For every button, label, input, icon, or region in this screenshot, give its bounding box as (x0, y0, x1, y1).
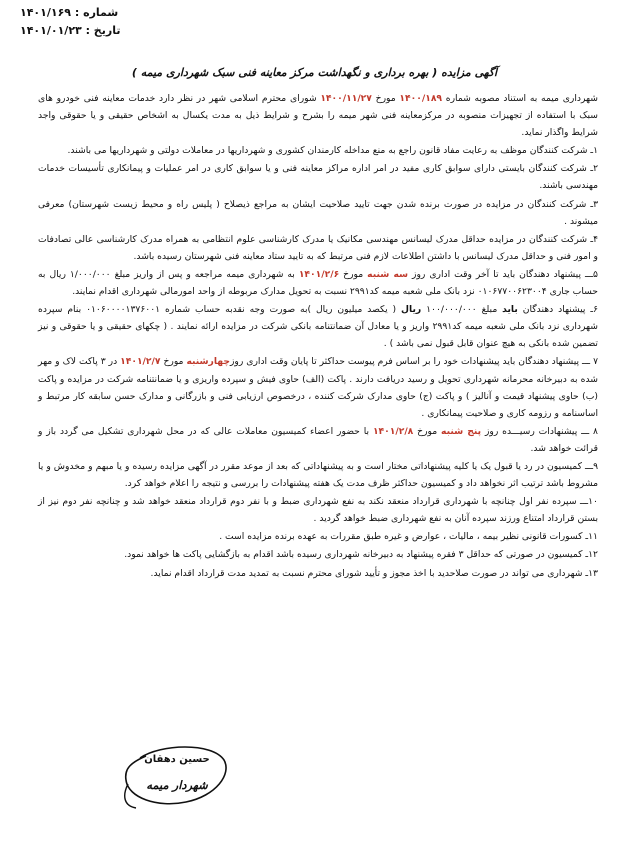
clause-6-currency: ریال (401, 304, 422, 316)
clause-8-day: پنج شنبه (441, 425, 482, 437)
clause-5 (38, 266, 598, 300)
resolution-number: ۱۴۰۰/۱۸۹ (399, 93, 443, 104)
clause-4: ۴ـ شرکت کنندگان در مزایده حداقل مدرک لیسانس مهندسی مکانیک یا مدرک کارشناسی علوم انتظامی به همراه مدرک کارشناسی عالی تصادفات و امور فنی و حداقل مدرک لیسانس با داشتن اطلاعات لازم فنی مرتبط که به تایید ستاد معاینه فنی شهرستان رسیده باشد. (38, 233, 598, 262)
clause-6-amount: مبلغ ۱۰۰/۰۰۰/۰۰۰ (421, 304, 503, 316)
clause-1: ۱ـ شرکت کنندگان موظف به رعایت مفاد قانون راجع به منع مداخله کارمندان کشوری و شهرداریها در معاملات دولتی و شهرداریها می باشند. (67, 145, 598, 157)
clause-7-text-b: مورخ (160, 356, 187, 368)
clause-5-text-c: به شهرداری میمه مراجعه و پس از واریز مبلغ ۱/۰۰۰/۰۰۰ ریال به حساب جاری ۰۱۰۶۷۷۰۰۶۲۳۰۰۴ نزد بانک ملی شعبه میمه کد۲۹۹۱ نسبت به تحویل مدارک مربوطه از واحد امورمالی شهرداری اقدام نمایند. (38, 268, 598, 298)
clause-10: ۱۰ـــ سپرده نفر اول چنانچه با شهرداری قرارداد منعقد نکند به نفع شهرداری ضبط و با نفر دوم قرارداد منعقد خواهد شد و چنانچه نفر دوم نیز از بستن قرارداد امتناع ورزند سپرده آنان به نفع شهرداری ضبط خواهد گردید . (38, 496, 598, 525)
clause-13: ۱۳ـ شهرداری می تواند در صورت صلاحدید با اخذ مجوز و تأیید شورای محترم نسبت به تمدید مدت قرارداد اقدام نماید. (150, 567, 598, 579)
clause-6-text-a: ۶ـ پیشنهاد دهندگان (517, 304, 599, 316)
letter-number: شماره : ۱۴۰۱/۱۶۹ (20, 6, 119, 19)
clause-2: ۲ـ شرکت کنندگان بایستی دارای سوابق کاری مفید در امر اداره مراکز معاینه فنی و یا سوابق کاری در امر عملیات و پیمانکاری تأسیسات خدمات مهندسی باشند. (38, 163, 598, 192)
clause-7-date: ۱۴۰۱/۲/۷ (120, 356, 161, 368)
signature-scribble (120, 740, 232, 812)
document-body (38, 90, 598, 582)
intro-text-2: مورخ (371, 93, 400, 104)
clause-3: ۳ـ شرکت کنندگان در مزایده در صورت برنده شدن جهت تایید صلاحیت ایشان به مراجع ذیصلاح ( پلیس راه و محیط زیست شهرستان) معرفی میشوند . (38, 198, 598, 227)
clause-5-date: ۱۴۰۱/۲/۶ (298, 268, 340, 280)
clause-12: ۱۲ـ کمیسیون در صورتی که حداقل ۳ فقره پیشنهاد به دبیرخانه شهرداری رسیده باشد اقدام به بازگشایی پاکت ها خواهد نمود. (124, 549, 598, 561)
clause-9: ۹ـــ کمیسیون در رد یا قبول یک یا کلیه پیشنهاداتی مختار است و به پیشنهاداتی که بعد از موعد مقرر در آگهی مزایده رسیده و یا مبهم و مخدوش و یا مشروط باشد ترتیب اثر نخواهد داد و کمیسیون حداکثر ظرف مدت یک هفته پیشنهادات را بررسی و نتیجه را اعلام خواهد کرد. (38, 460, 598, 490)
clause-5-text-a: ۵ـــ پیشنهاد دهندگان باید تا آخر وقت اداری روز (408, 268, 598, 280)
signer-name: حسین دهقان (144, 754, 210, 765)
intro-paragraph (38, 90, 598, 141)
clause-6-text-d: ( یکصد میلیون ریال )به صورت وجه نقدبه حساب شماره ۰۱۰۶۰۰۰۰۱۳۷۶۰۰۱ بنام سپرده شهرداری نزد بانک ملی شعبه میمه کد۲۹۹۱ واریز و یا معادل آن ضمانتنامه بانکی شرکت در مزایده ارائه نمایند . ( چکهای حقیقی و یا حقوقی و نیز تضمین شده بانکی به هیچ عنوان قابل قبول نمی باشد ) . (38, 304, 598, 350)
signer-title: شهردار میمه (146, 778, 208, 792)
resolution-date: ۱۴۰۰/۱۱/۲۷ (320, 93, 372, 104)
intro-text-3: شورای محترم اسلامی شهر در نظر دارد خدمات معاینه فنی خودرو های سبک با استفاده از تجهیزات منصوبه در مرکزمعاینه فنی شهر میمه را بشرح و شرایط ذیل به مدت یکسال به اشخاص حقیقی و یا حقوقی واجد شرایط واگذار نماید. (38, 93, 598, 139)
clause-5-day: سه شنبه (367, 268, 409, 280)
clause-8-date: ۱۴۰۱/۲/۸ (372, 425, 414, 437)
clause-8-text-b: مورخ (413, 425, 442, 437)
clause-7-day: چهارشنبه (186, 356, 230, 368)
clause-7-text-a: ۷ ـــ پیشنهاد دهندگان باید پیشنهادات خود را بر اساس فرم پیوست حداکثر تا پایان وقت اداری روز (230, 356, 599, 368)
clause-7-text-c: در ۳ پاکت لاک و مهر شده به دبیرخانه محرمانه شهرداری تحویل و رسید دریافت دارند . پاکت (الف) حاوی فیش و سپرده واریزی و یا ضمانتنامه شرکت در مزایده و پاکت (ب) حاوی پیشنهاد قیمت و آنالیز ) و پاکت (ج) حاوی مدارک شرکت کننده ، درخصوص ارزیابی فنی و بازرگانی و مدارک حسن سابقه کار مرتبط و اساسنامه و رزومه کاری و صلاحیت پیمانکاری . (38, 356, 598, 419)
clause-8-text-a: ۸ ـــ پیشنهادات رسیـــده روز (481, 425, 598, 437)
clause-8-text-c: با حضور اعضاء کمیسیون معاملات عالی که در محل شهرداری تشکیل می گردد باز و قرائت خواهد شد. (38, 425, 598, 454)
letter-date: تاریخ : ۱۴۰۱/۰۱/۲۳ (20, 24, 121, 37)
clause-11: ۱۱ـ کسورات قانونی نظیر بیمه ، مالیات ، عوارض و غیره طبق مقررات به عهده برنده مزایده است . (219, 531, 598, 543)
clause-6 (38, 301, 598, 352)
clause-7 (38, 353, 598, 421)
document-title: آگهی مزایده ( بهره برداری و نگهداشت مرکز معاینه فنی سبک شهرداری میمه ) (131, 66, 498, 79)
clause-5-text-b: مورخ (339, 268, 368, 280)
clause-6-must: باید (502, 304, 518, 316)
intro-text-1: شهرداری میمه به استناد مصوبه شماره (442, 93, 598, 104)
clause-8 (38, 423, 598, 457)
